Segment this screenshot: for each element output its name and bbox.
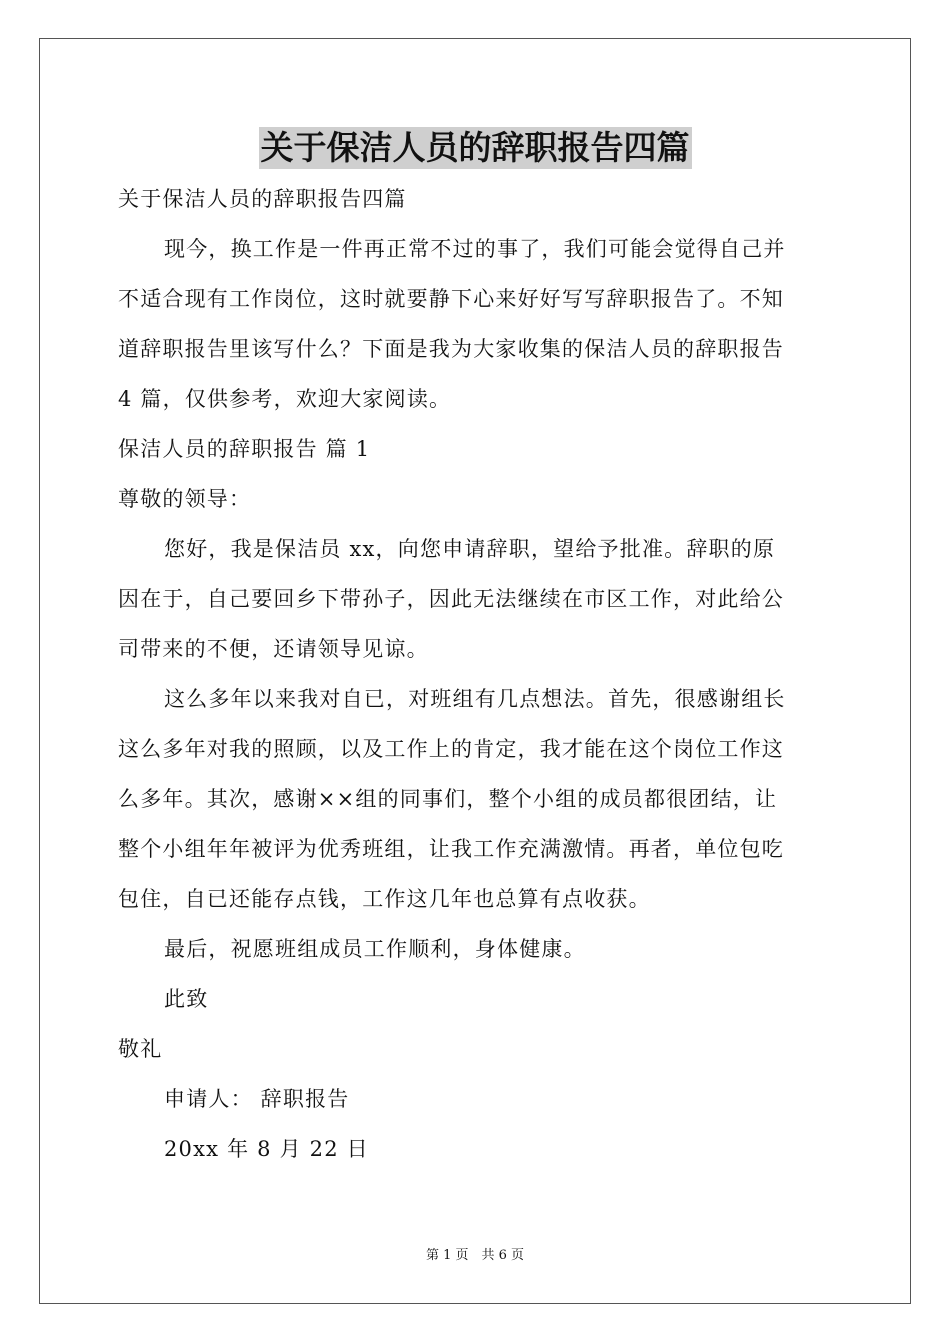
title-container [0,127,950,169]
paragraph-line: 最后，祝愿班组成员工作顺利，身体健康。 [164,937,586,961]
closing-line: 此致 [164,987,209,1011]
document-title: 关于保洁人员的辞职报告四篇 [260,128,690,167]
paragraph-line: 道辞职报告里该写什么？下面是我为大家收集的保洁人员的辞职报告 [118,337,784,361]
subtitle-line: 关于保洁人员的辞职报告四篇 [118,187,407,211]
page-footer: 第 1 页 共 6 页 [425,1248,525,1263]
paragraph-line: 包住，自已还能存点钱，工作这几年也总算有点收获。 [118,887,651,911]
paragraph-line: 不适合现有工作岗位，这时就要静下心来好好写写辞职报告了。不知 [118,287,784,311]
page-border [39,38,911,1304]
paragraph-line: 现今，换工作是一件再正常不过的事了，我们可能会觉得自己并 [164,237,786,261]
applicant-line: 申请人： 辞职报告 [164,1087,350,1111]
paragraph-line: 整个小组年年被评为优秀班组，让我工作充满激情。再者，单位包吃 [118,837,784,861]
paragraph-line: 这么多年对我的照顾，以及工作上的肯定，我才能在这个岗位工作这 [118,737,784,761]
paragraph-line: 您好，我是保洁员 xx，向您申请辞职，望给予批准。辞职的原 [164,537,776,561]
closing-line: 敬礼 [118,1037,163,1061]
salutation: 尊敬的领导： [118,487,252,511]
paragraph-line: 因在于，自己要回乡下带孙子，因此无法继续在市区工作，对此给公 [118,587,784,611]
date-line: 20xx 年 8 月 22 日 [164,1137,369,1161]
paragraph-line: 4 篇，仅供参考，欢迎大家阅读。 [118,387,452,411]
paragraph-line: 么多年。其次，感谢××组的同事们，整个小组的成员都很团结，让 [118,787,778,811]
paragraph-line: 这么多年以来我对自已，对班组有几点想法。首先，很感谢组长 [164,687,786,711]
paragraph-line: 司带来的不便，还请领导见谅。 [118,637,429,661]
section-heading: 保洁人员的辞职报告 篇 1 [118,437,371,461]
